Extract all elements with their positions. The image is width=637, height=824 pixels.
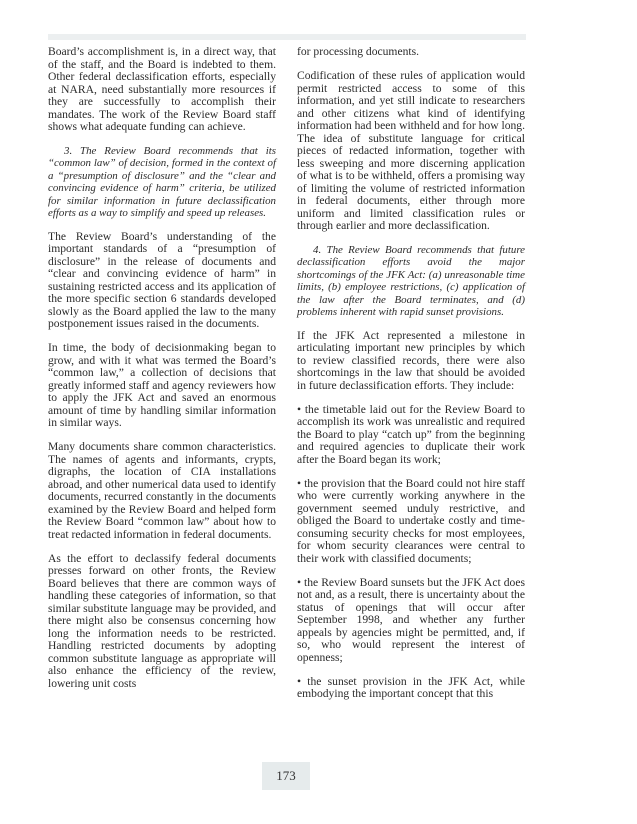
left-column	[48, 46, 276, 702]
recommendation-3: 3. The Review Board recommends that its “common law” of decision, formed in the context of a “presumption of disclosure” and the “clear and convincing evidence of harm” criteria, be utilized for similar information in future declassification efforts as a way to simplify and speed up releases.	[48, 145, 276, 220]
paragraph: Board’s accomplishment is, in a direct way, that of the staff, and the Board is indebted to them. Other federal declassification efforts, especially at NARA, need substantially more resources if they are successfully to accomplish their mandates. The work of the Review Board staff shows what adequate funding can achieve.	[48, 45, 276, 133]
bullet-item: • the Review Board sunsets but the JFK Act does not and, as a result, there is uncertainty about the status of openings that will occur after September 1998, and whether any further appeals by agencies might be permitted, and, if so, who would represent the interest of openness;	[297, 575, 525, 664]
bullet-item: • the sunset provision in the JFK Act, while embodying the important concept that this	[297, 674, 525, 701]
recommendation-4: 4. The Review Board recommends that future declassification efforts avoid the major shortcomings of the JFK Act: (a) unreasonable time limits, (b) employee restrictions, (c) application of the law after the Board terminates, and (d) problems inherent with rapid sunset provisions.	[297, 244, 525, 319]
header-rule	[48, 34, 526, 40]
bullet-item: • the timetable laid out for the Review Board to accomplish its work was unrealistic and required the Board to play “catch up” from the beginning and required agencies to duplicate their work after the Board began its work;	[297, 402, 525, 466]
paragraph: In time, the body of decisionmaking began to grow, and with it what was termed the Board’s “common law,” a collection of decisions that greatly informed staff and agency reviewers how to apply the JFK Act and saved an enormous amount of time by handling similar information in similar ways.	[48, 341, 276, 430]
paragraph: As the effort to declassify federal documents presses forward on other fronts, the Review Board believes that there are common ways of handling these categories of information, so that similar substitute language may be provided, and there might also be consensus concerning how long the information needs to be restricted. Handling restricted documents by adopting common substitute language as appropriate will also enhance the efficiency of the review, lowering unit costs	[48, 551, 276, 690]
paragraph: If the JFK Act represented a milestone in articulating important new principles by which to review classified records, there were also shortcomings in the law that should be avoided in future declassification efforts. They include:	[297, 328, 525, 392]
bullet-item: • the provision that the Board could not hire staff who were currently working anywhere in the government seemed unduly restrictive, and obliged the Board to undertake costly and time-consuming security checks for most employees, for whom security clearances were central to their work with classified documents;	[297, 476, 525, 565]
paragraph: Many documents share common characteristics. The names of agents and informants, crypts, digraphs, the location of CIA installations abroad, and other numerical data used to identify documents, recurred constantly in the documents examined by the Review Board and helped form the Review Board “common law” about how to treat redacted information in federal documents.	[48, 440, 276, 541]
right-column	[297, 46, 525, 712]
page-number: 173	[262, 762, 310, 790]
paragraph: The Review Board’s understanding of the important standards of a “presumption of disclosure” in the release of documents and “clear and convincing evidence of harm” in sustaining restricted access and its application of the more specific section 6 standards developed slowly as the Board applied the law to the many postponement issues raised in the documents.	[48, 229, 276, 331]
paragraph: Codification of these rules of application would permit restricted access to some of this information, and yet still indicate to researchers and other citizens what kind of identifying information had been withheld and for how long. The idea of substitute language for critical pieces of redacted information, together with less sweeping and more discerning application of what is to be withheld, offers a promising way of limiting the volume of restricted information in federal documents, either through more uniform and limited classification rules or through earlier and more declassification.	[297, 69, 525, 232]
paragraph: for processing documents.	[297, 45, 420, 58]
